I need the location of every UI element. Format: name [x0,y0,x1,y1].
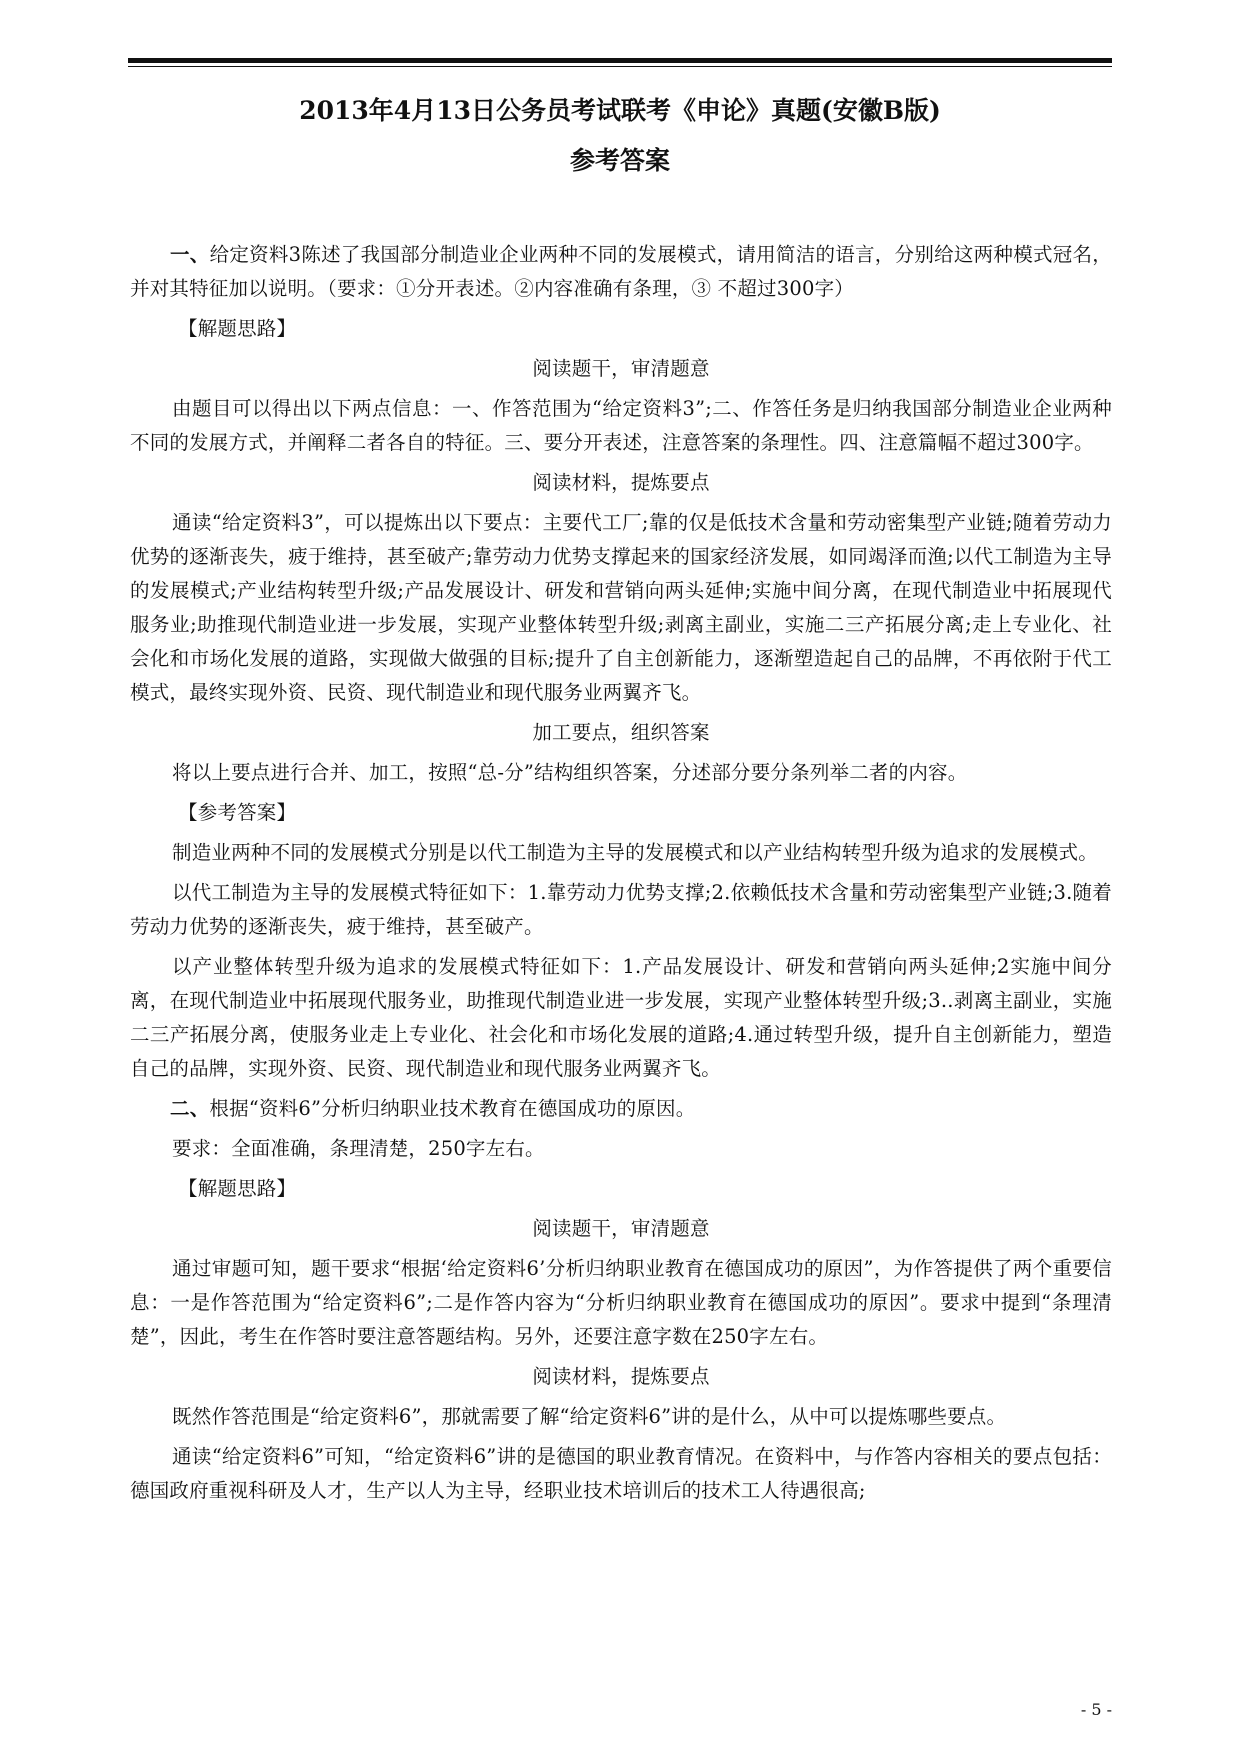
question-1-answer-para1: 制造业两种不同的发展模式分别是以代工制造为主导的发展模式和以产业结构转型升级为追求的发展模式。 [172,841,1098,864]
question-2-step1-text: 通过审题可知，题干要求“根据‘给定资料6’分析归纳职业教育在德国成功的原因”，为作答提供了两个重要信息：一是作答范围为“给定资料6”;二是作答内容为“分析归纳职业教育在德国成功的原因”。要求中提到“条理清楚”，因此，考生在作答时要注意答题结构。另外，还要注意字数在250字左右。 [130,1257,1112,1348]
question-1-step2-text: 通读“给定资料3”，可以提炼出以下要点：主要代工厂;靠的仅是低技术含量和劳动密集型产业链;随着劳动力优势的逐渐丧失，疲于维持，甚至破产;靠劳动力优势支撑起来的国家经济发展，如同竭泽而渔;以代工制造为主导的发展模式;产业结构转型升级;产品发展设计、研发和营销向两头延伸;实施中间分离，在现代制造业中拓展现代服务业;助推现代制造业进一步发展，实现产业整体转型升级;剥离主副业，实施二三产拓展分离;走上专业化、社会化和市场化发展的道路，实现做大做强的目标;提升了自主创新能力，逐渐塑造起自己的品牌，不再依附于代工模式，最终实现外资、民资、现代制造业和现代服务业两翼齐飞。 [130,511,1112,704]
question-2-text: 根据“资料6”分析归纳职业技术教育在德国成功的原因。 [209,1097,696,1120]
page-number: - 5 - [1080,1700,1112,1719]
header-rule-thin [128,66,1112,67]
question-2-step1-heading: 阅读题干，审清题意 [532,1217,710,1240]
question-2-step2-text-b: 通读“给定资料6”可知，“给定资料6”讲的是德国的职业教育情况。在资料中，与作答内容相关的要点包括：德国政府重视科研及人才，生产以人为主导，经职业技术培训后的技术工人待遇很高; [130,1445,1112,1502]
question-1-step1-text: 由题目可以得出以下两点信息：一、作答范围为“给定资料3”;二、作答任务是归纳我国部分制造业企业两种不同的发展方式，并阐释二者各自的特征。三、要分开表述，注意答案的条理性。四、注意篇幅不超过300字。 [130,397,1112,454]
question-1-step3-text: 将以上要点进行合并、加工，按照“总-分”结构组织答案，分述部分要分条列举二者的内容。 [172,761,968,784]
question-1-step3-heading: 加工要点，组织答案 [532,721,710,744]
question-1-step2-heading: 阅读材料，提炼要点 [532,471,710,494]
question-1-approach-tag: 【解题思路】 [178,317,297,340]
question-1-answer-tag: 【参考答案】 [178,801,297,824]
question-2-step2-heading: 阅读材料，提炼要点 [532,1365,710,1388]
question-2-number: 二、 [170,1097,210,1120]
document-title: 2013年4月13日公务员考试联考《申论》真题(安徽B版) [299,96,941,125]
header-rule-thick [128,58,1112,63]
question-1-step1-heading: 阅读题干，审清题意 [532,357,710,380]
question-1-answer-para2: 以代工制造为主导的发展模式特征如下：1.靠劳动力优势支撑;2.依赖低技术含量和劳动密集型产业链;3.随着劳动力优势的逐渐丧失，疲于维持，甚至破产。 [130,881,1112,938]
question-1-number: 一、 [170,243,210,266]
question-1-text: 给定资料3陈述了我国部分制造业企业两种不同的发展模式，请用简洁的语言，分别给这两种模式冠名，并对其特征加以说明。（要求：①分开表述。②内容准确有条理，③ 不超过300字） [130,243,1113,300]
question-2 [130,1092,1112,1126]
question-1 [130,238,1112,306]
question-2-step2-text-a: 既然作答范围是“给定资料6”，那就需要了解“给定资料6”讲的是什么，从中可以提炼哪些要点。 [172,1405,1007,1428]
document-subtitle: 参考答案 [569,146,670,175]
question-2-approach-tag: 【解题思路】 [178,1177,297,1200]
question-2-requirement: 要求：全面准确，条理清楚，250字左右。 [172,1137,545,1160]
document-body [130,238,1112,1514]
question-1-answer-para3: 以产业整体转型升级为追求的发展模式特征如下：1.产品发展设计、研发和营销向两头延伸;2实施中间分离，在现代制造业中拓展现代服务业，助推现代制造业进一步发展，实现产业整体转型升级;3..剥离主副业，实施二三产拓展分离，使服务业走上专业化、社会化和市场化发展的道路;4.通过转型升级，提升自主创新能力，塑造自己的品牌，实现外资、民资、现代制造业和现代服务业两翼齐飞。 [130,955,1112,1080]
